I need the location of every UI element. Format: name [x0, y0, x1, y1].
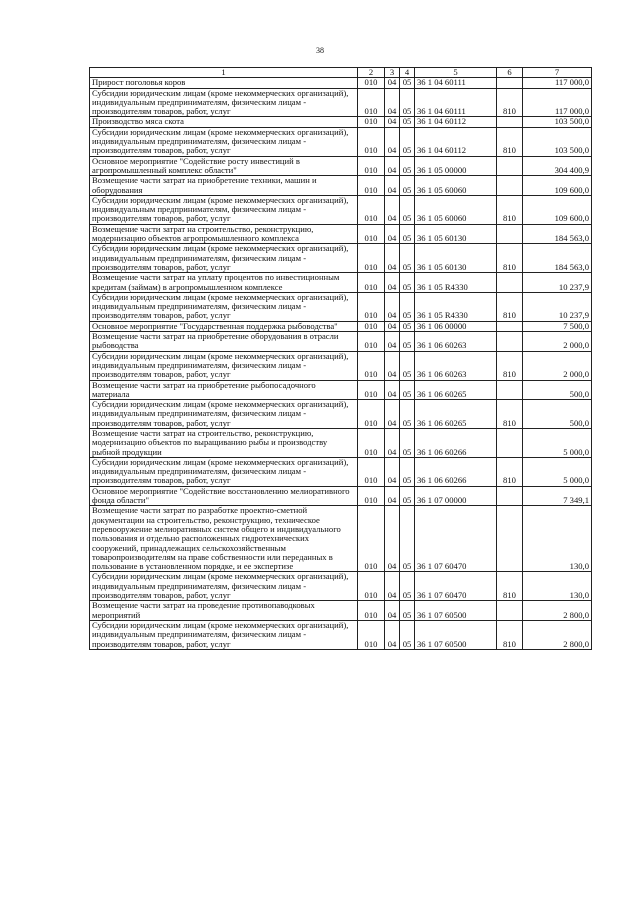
- row-glava: 010: [358, 176, 385, 196]
- row-name: Субсидии юридическим лицам (кроме некоммерческих организаций), индивидуальным предпринимателям, физическим лицам - производителям товаров, работ, услуг: [90, 351, 358, 380]
- row-glava: 010: [358, 321, 385, 331]
- row-subsection: 05: [400, 292, 415, 321]
- row-subsection: 05: [400, 78, 415, 88]
- row-amount: 2 000,0: [523, 332, 592, 352]
- row-subsection: 05: [400, 572, 415, 601]
- row-glava: 010: [358, 400, 385, 429]
- table-row: [90, 78, 592, 88]
- row-glava: 010: [358, 292, 385, 321]
- row-expense-type: [497, 273, 523, 293]
- row-subsection: 05: [400, 351, 415, 380]
- row-subsection: 05: [400, 457, 415, 486]
- row-subsection: 05: [400, 321, 415, 331]
- row-glava: 010: [358, 486, 385, 506]
- row-target-code: 36 1 05 R4330: [415, 273, 497, 293]
- row-expense-type: [497, 176, 523, 196]
- row-section: 04: [385, 506, 400, 572]
- row-name: Основное мероприятие "Содействие росту инвестиций в агропромышленный комплекс области": [90, 156, 358, 176]
- row-glava: 010: [358, 156, 385, 176]
- row-subsection: 05: [400, 156, 415, 176]
- table-row: [90, 428, 592, 457]
- row-glava: 010: [358, 78, 385, 88]
- row-glava: 010: [358, 88, 385, 117]
- table-row: [90, 486, 592, 506]
- row-section: 04: [385, 273, 400, 293]
- table-row: [90, 244, 592, 273]
- row-glava: 010: [358, 572, 385, 601]
- row-target-code: 36 1 06 60266: [415, 457, 497, 486]
- row-expense-type: 810: [497, 195, 523, 224]
- row-expense-type: [497, 156, 523, 176]
- row-name: Субсидии юридическим лицам (кроме некоммерческих организаций), индивидуальным предпринимателям, физическим лицам - производителям товаров, работ, услуг: [90, 292, 358, 321]
- row-amount: 7 349,1: [523, 486, 592, 506]
- row-glava: 010: [358, 127, 385, 156]
- row-expense-type: [497, 380, 523, 400]
- table-row: [90, 400, 592, 429]
- row-subsection: 05: [400, 380, 415, 400]
- row-subsection: 05: [400, 601, 415, 621]
- row-section: 04: [385, 117, 400, 127]
- budget-table: [89, 67, 592, 650]
- row-glava: 010: [358, 195, 385, 224]
- row-section: 04: [385, 332, 400, 352]
- row-amount: 109 600,0: [523, 195, 592, 224]
- header-cell: 7: [523, 68, 592, 78]
- row-expense-type: 810: [497, 292, 523, 321]
- row-target-code: 36 1 04 60111: [415, 88, 497, 117]
- row-section: 04: [385, 572, 400, 601]
- row-section: 04: [385, 88, 400, 117]
- row-name: Субсидии юридическим лицам (кроме некоммерческих организаций), индивидуальным предпринимателям, физическим лицам - производителям товаров, работ, услуг: [90, 400, 358, 429]
- page-number: 38: [316, 46, 324, 55]
- header-cell: 4: [400, 68, 415, 78]
- table-row: [90, 156, 592, 176]
- row-expense-type: 810: [497, 400, 523, 429]
- row-section: 04: [385, 400, 400, 429]
- row-expense-type: 810: [497, 572, 523, 601]
- row-amount: 2 000,0: [523, 351, 592, 380]
- row-glava: 010: [358, 620, 385, 649]
- row-target-code: 36 1 04 60112: [415, 117, 497, 127]
- row-expense-type: [497, 601, 523, 621]
- row-expense-type: [497, 78, 523, 88]
- row-section: 04: [385, 292, 400, 321]
- table-row: [90, 292, 592, 321]
- row-glava: 010: [358, 601, 385, 621]
- row-subsection: 05: [400, 244, 415, 273]
- row-expense-type: [497, 486, 523, 506]
- row-section: 04: [385, 78, 400, 88]
- row-amount: 130,0: [523, 506, 592, 572]
- row-expense-type: 810: [497, 88, 523, 117]
- row-amount: 117 000,0: [523, 88, 592, 117]
- row-subsection: 05: [400, 273, 415, 293]
- row-glava: 010: [358, 428, 385, 457]
- row-subsection: 05: [400, 428, 415, 457]
- table-row: [90, 506, 592, 572]
- row-section: 04: [385, 457, 400, 486]
- table-row: [90, 117, 592, 127]
- row-subsection: 05: [400, 176, 415, 196]
- row-subsection: 05: [400, 506, 415, 572]
- row-target-code: 36 1 07 60500: [415, 601, 497, 621]
- table-row: [90, 127, 592, 156]
- row-name: Прирост поголовья коров: [90, 78, 358, 88]
- row-name: Возмещение части затрат на уплату процентов по инвестиционным кредитам (займам) в агропромышленном комплексе: [90, 273, 358, 293]
- row-amount: 5 000,0: [523, 428, 592, 457]
- row-amount: 2 800,0: [523, 601, 592, 621]
- row-subsection: 05: [400, 195, 415, 224]
- row-amount: 2 800,0: [523, 620, 592, 649]
- row-name: Возмещение части затрат на приобретение рыбопосадочного материала: [90, 380, 358, 400]
- row-name: Возмещение части затрат на приобретение техники, машин и оборудования: [90, 176, 358, 196]
- header-cell: 3: [385, 68, 400, 78]
- row-target-code: 36 1 07 00000: [415, 486, 497, 506]
- row-subsection: 05: [400, 620, 415, 649]
- row-section: 04: [385, 351, 400, 380]
- row-target-code: 36 1 05 60060: [415, 176, 497, 196]
- row-subsection: 05: [400, 400, 415, 429]
- row-section: 04: [385, 176, 400, 196]
- row-section: 04: [385, 156, 400, 176]
- row-target-code: 36 1 05 60060: [415, 195, 497, 224]
- row-subsection: 05: [400, 88, 415, 117]
- row-target-code: 36 1 05 00000: [415, 156, 497, 176]
- row-expense-type: 810: [497, 457, 523, 486]
- row-expense-type: [497, 224, 523, 244]
- row-target-code: 36 1 06 60263: [415, 332, 497, 352]
- row-subsection: 05: [400, 486, 415, 506]
- table-row: [90, 176, 592, 196]
- row-target-code: 36 1 05 60130: [415, 224, 497, 244]
- row-target-code: 36 1 06 60265: [415, 380, 497, 400]
- table-row: [90, 572, 592, 601]
- row-target-code: 36 1 06 60265: [415, 400, 497, 429]
- header-cell: 6: [497, 68, 523, 78]
- row-glava: 010: [358, 380, 385, 400]
- table-row: [90, 457, 592, 486]
- row-name: Субсидии юридическим лицам (кроме некоммерческих организаций), индивидуальным предпринимателям, физическим лицам - производителям товаров, работ, услуг: [90, 457, 358, 486]
- row-expense-type: [497, 321, 523, 331]
- row-expense-type: 810: [497, 351, 523, 380]
- row-target-code: 36 1 07 60470: [415, 506, 497, 572]
- row-expense-type: 810: [497, 620, 523, 649]
- row-subsection: 05: [400, 332, 415, 352]
- row-name: Субсидии юридическим лицам (кроме некоммерческих организаций), индивидуальным предпринимателям, физическим лицам - производителям товаров, работ, услуг: [90, 244, 358, 273]
- table-row: [90, 620, 592, 649]
- row-target-code: 36 1 06 60266: [415, 428, 497, 457]
- row-section: 04: [385, 428, 400, 457]
- row-expense-type: 810: [497, 127, 523, 156]
- row-glava: 010: [358, 332, 385, 352]
- row-expense-type: 810: [497, 244, 523, 273]
- row-expense-type: [497, 332, 523, 352]
- table-row: [90, 332, 592, 352]
- row-name: Возмещение части затрат на приобретение оборудования в отрасли рыбоводства: [90, 332, 358, 352]
- header-cell: 5: [415, 68, 497, 78]
- header-cell: 1: [90, 68, 358, 78]
- row-name: Возмещение части затрат по разработке проектно-сметной документации на строительство, реконструкцию, техническое перевооружение мелиоративных систем общего и индивидуального пользования и отдельно расположенных гидротехнических сооружений, принадлежащих сельскохозяйственным товаропроизводителям на праве собственности или переданных в пользование в установленном порядке, и ее экспертизе: [90, 506, 358, 572]
- row-target-code: 36 1 06 00000: [415, 321, 497, 331]
- row-name: Производство мяса скота: [90, 117, 358, 127]
- row-name: Основное мероприятие "Содействие восстановлению мелиоративного фонда области": [90, 486, 358, 506]
- header-row: [90, 68, 592, 78]
- row-amount: 500,0: [523, 380, 592, 400]
- row-name: Субсидии юридическим лицам (кроме некоммерческих организаций), индивидуальным предпринимателям, физическим лицам - производителям товаров, работ, услуг: [90, 572, 358, 601]
- row-name: Субсидии юридическим лицам (кроме некоммерческих организаций), индивидуальным предпринимателям, физическим лицам - производителям товаров, работ, услуг: [90, 620, 358, 649]
- header-cell: 2: [358, 68, 385, 78]
- row-amount: 10 237,9: [523, 273, 592, 293]
- row-target-code: 36 1 06 60263: [415, 351, 497, 380]
- row-name: Возмещение части затрат на проведение противопаводковых мероприятий: [90, 601, 358, 621]
- row-name: Основное мероприятие "Государственная поддержка рыбоводства": [90, 321, 358, 331]
- row-name: Возмещение части затрат на строительство, реконструкцию, модернизацию объектов агропромышленного комплекса: [90, 224, 358, 244]
- row-section: 04: [385, 380, 400, 400]
- row-glava: 010: [358, 244, 385, 273]
- row-amount: 184 563,0: [523, 244, 592, 273]
- row-expense-type: [497, 117, 523, 127]
- row-amount: 117 000,0: [523, 78, 592, 88]
- table-row: [90, 195, 592, 224]
- row-target-code: 36 1 04 60111: [415, 78, 497, 88]
- table-row: [90, 380, 592, 400]
- table-row: [90, 224, 592, 244]
- row-target-code: 36 1 05 60130: [415, 244, 497, 273]
- row-amount: 10 237,9: [523, 292, 592, 321]
- row-expense-type: [497, 506, 523, 572]
- row-subsection: 05: [400, 224, 415, 244]
- row-target-code: 36 1 04 60112: [415, 127, 497, 156]
- table-row: [90, 88, 592, 117]
- row-expense-type: [497, 428, 523, 457]
- row-amount: 7 500,0: [523, 321, 592, 331]
- row-glava: 010: [358, 224, 385, 244]
- row-amount: 500,0: [523, 400, 592, 429]
- row-target-code: 36 1 07 60470: [415, 572, 497, 601]
- row-section: 04: [385, 224, 400, 244]
- row-amount: 103 500,0: [523, 117, 592, 127]
- row-subsection: 05: [400, 117, 415, 127]
- row-section: 04: [385, 244, 400, 273]
- row-section: 04: [385, 620, 400, 649]
- row-amount: 109 600,0: [523, 176, 592, 196]
- row-section: 04: [385, 127, 400, 156]
- row-amount: 103 500,0: [523, 127, 592, 156]
- row-amount: 5 000,0: [523, 457, 592, 486]
- row-subsection: 05: [400, 127, 415, 156]
- table-row: [90, 351, 592, 380]
- row-section: 04: [385, 195, 400, 224]
- table-row: [90, 321, 592, 331]
- row-glava: 010: [358, 117, 385, 127]
- row-name: Возмещение части затрат на строительство, реконструкцию, модернизацию объектов по выращиванию рыбы и производству рыбной продукции: [90, 428, 358, 457]
- row-glava: 010: [358, 273, 385, 293]
- row-glava: 010: [358, 457, 385, 486]
- row-section: 04: [385, 601, 400, 621]
- row-section: 04: [385, 486, 400, 506]
- row-glava: 010: [358, 506, 385, 572]
- row-target-code: 36 1 05 R4330: [415, 292, 497, 321]
- row-section: 04: [385, 321, 400, 331]
- table-row: [90, 273, 592, 293]
- row-target-code: 36 1 07 60500: [415, 620, 497, 649]
- row-amount: 184 563,0: [523, 224, 592, 244]
- row-amount: 130,0: [523, 572, 592, 601]
- row-name: Субсидии юридическим лицам (кроме некоммерческих организаций), индивидуальным предпринимателям, физическим лицам - производителям товаров, работ, услуг: [90, 127, 358, 156]
- row-name: Субсидии юридическим лицам (кроме некоммерческих организаций), индивидуальным предпринимателям, физическим лицам - производителям товаров, работ, услуг: [90, 88, 358, 117]
- table-row: [90, 601, 592, 621]
- row-amount: 304 400,9: [523, 156, 592, 176]
- row-name: Субсидии юридическим лицам (кроме некоммерческих организаций), индивидуальным предпринимателям, физическим лицам - производителям товаров, работ, услуг: [90, 195, 358, 224]
- row-glava: 010: [358, 351, 385, 380]
